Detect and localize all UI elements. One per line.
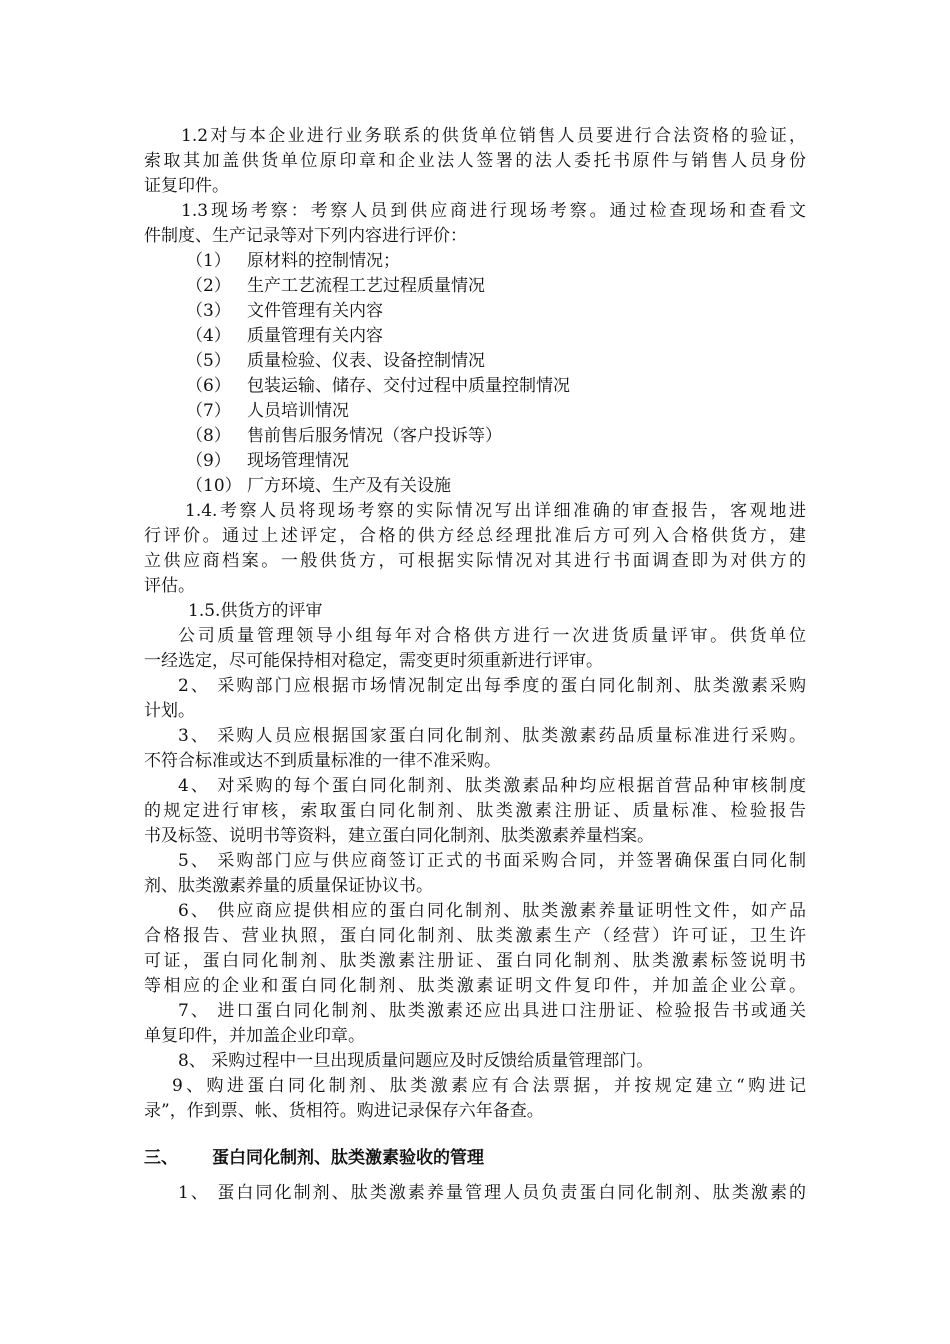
paragraph-9-line-2: 录”，作到票、帐、货相符。购进记录保存六年备查。 bbox=[144, 1101, 544, 1121]
paragraph-1-4-line-3: 立供应商档案。一般供货方，可根据实际情况对其进行书面调查即为对供方的 bbox=[144, 551, 806, 571]
paragraph-1-2-line-2: 索取其加盖供货单位原印章和企业法人签署的法人委托书原件与销售人员身份 bbox=[144, 151, 806, 171]
list-item-text: 包装运输、储存、交付过程中质量控制情况 bbox=[247, 376, 570, 396]
list-item-number: （7） bbox=[186, 401, 231, 421]
list-item-number: （3） bbox=[186, 301, 231, 321]
paragraph-1-5-line-2: 一经选定，尽可能保持相对稳定，需变更时须重新进行评审。 bbox=[144, 651, 603, 671]
list-item-text: 质量管理有关内容 bbox=[247, 326, 383, 346]
paragraph-4-line-3: 书及标签、说明书等资料，建立蛋白同化制剂、肽类激素养量档案。 bbox=[144, 826, 654, 846]
list-item-text: 文件管理有关内容 bbox=[247, 301, 383, 321]
list-item-text: 厂方环境、生产及有关设施 bbox=[247, 476, 451, 496]
list-item-number: （10） bbox=[186, 476, 242, 496]
list-item-text: 生产工艺流程工艺过程质量情况 bbox=[247, 276, 485, 296]
paragraph-2-line-2: 计划。 bbox=[144, 701, 195, 721]
list-item-number: （1） bbox=[186, 251, 231, 271]
paragraph-1-4-line-1: 1.4.考察人员将现场考察的实际情况写出详细准确的审查报告，客观地进 bbox=[185, 501, 806, 521]
paragraph-6-line-2: 合格报告、营业执照，蛋白同化制剂、肽类激素生产（经营）许可证，卫生许 bbox=[144, 926, 806, 946]
section-number: 三、 bbox=[144, 1148, 178, 1168]
paragraph-1-4-line-2: 行评价。通过上述评定，合格的供方经总经理批准后方可列入合格供货方，建 bbox=[144, 526, 806, 546]
list-item-number: （2） bbox=[186, 276, 231, 296]
list-item-text: 质量检验、仪表、设备控制情况 bbox=[247, 351, 485, 371]
list-item-text: 售前售后服务情况（客户投诉等） bbox=[247, 426, 502, 446]
list-item-number: （5） bbox=[186, 351, 231, 371]
list-item-number: （8） bbox=[186, 426, 231, 446]
paragraph-4-line-2: 的规定进行审核，索取蛋白同化制剂、肽类激素注册证、质量标准、检验报告 bbox=[144, 801, 806, 821]
paragraph-1-5-line-1: 公司质量管理领导小组每年对合格供方进行一次进货质量评审。供货单位 bbox=[178, 626, 806, 646]
list-item-number: （4） bbox=[186, 326, 231, 346]
paragraph-1-2-line-1: 1.2对与本企业进行业务联系的供货单位销售人员要进行合法资格的验证， bbox=[181, 126, 806, 146]
paragraph-7-line-2: 单复印件，并加盖企业印章。 bbox=[144, 1026, 365, 1046]
list-item-text: 现场管理情况 bbox=[247, 451, 349, 471]
paragraph-7-line-1: 7、 进口蛋白同化制剂、肽类激素还应出具进口注册证、检验报告书或通关 bbox=[178, 1001, 806, 1021]
paragraph-1-5-title: 1.5.供货方的评审 bbox=[188, 601, 323, 621]
paragraph-3-line-1: 3、 采购人员应根据国家蛋白同化制剂、肽类激素药品质量标准进行采购。 bbox=[178, 726, 806, 746]
paragraph-1-3-line-2: 件制度、生产记录等对下列内容进行评价： bbox=[144, 226, 467, 246]
paragraph-6-line-3: 可证，蛋白同化制剂、肽类激素注册证、蛋白同化制剂、肽类激素标签说明书 bbox=[144, 951, 806, 971]
list-item-number: （9） bbox=[186, 451, 231, 471]
paragraph-1-2-line-3: 证复印件。 bbox=[144, 176, 229, 196]
paragraph-2-line-1: 2、 采购部门应根据市场情况制定出每季度的蛋白同化制剂、肽类激素采购 bbox=[178, 676, 806, 696]
paragraph-8-line-1: 8、 采购过程中一旦出现质量问题应及时反馈给质量管理部门。 bbox=[178, 1051, 654, 1071]
list-item-text: 原材料的控制情况； bbox=[247, 251, 400, 271]
paragraph-5-line-1: 5、 采购部门应与供应商签订正式的书面采购合同，并签署确保蛋白同化制 bbox=[178, 851, 806, 871]
paragraph-1-4-line-4: 评估。 bbox=[144, 576, 195, 596]
paragraph-1-3-line-1: 1.3现场考察：考察人员到供应商进行现场考察。通过检查现场和查看文 bbox=[181, 201, 806, 221]
section-title: 蛋白同化制剂、肽类激素验收的管理 bbox=[212, 1148, 484, 1168]
list-item-text: 人员培训情况 bbox=[247, 401, 349, 421]
paragraph-6-line-1: 6、 供应商应提供相应的蛋白同化制剂、肽类激素养量证明性文件，如产品 bbox=[178, 901, 806, 921]
paragraph-6-line-4: 等相应的企业和蛋白同化制剂、肽类激素证明文件复印件，并加盖企业公章。 bbox=[144, 976, 806, 996]
paragraph-5-line-2: 剂、肽类激素养量的质量保证协议书。 bbox=[144, 876, 433, 896]
paragraph-3-line-2: 不符合标准或达不到质量标准的一律不准采购。 bbox=[144, 751, 501, 771]
paragraph-4-line-1: 4、 对采购的每个蛋白同化制剂、肽类激素品种均应根据首营品种审核制度 bbox=[178, 776, 806, 796]
paragraph-9-line-1: 9、购进蛋白同化制剂、肽类激素应有合法票据，并按规定建立“购进记 bbox=[172, 1076, 806, 1096]
list-item-number: （6） bbox=[186, 376, 231, 396]
section-3-paragraph-1-line-1: 1、 蛋白同化制剂、肽类激素养量管理人员负责蛋白同化制剂、肽类激素的 bbox=[178, 1183, 806, 1203]
